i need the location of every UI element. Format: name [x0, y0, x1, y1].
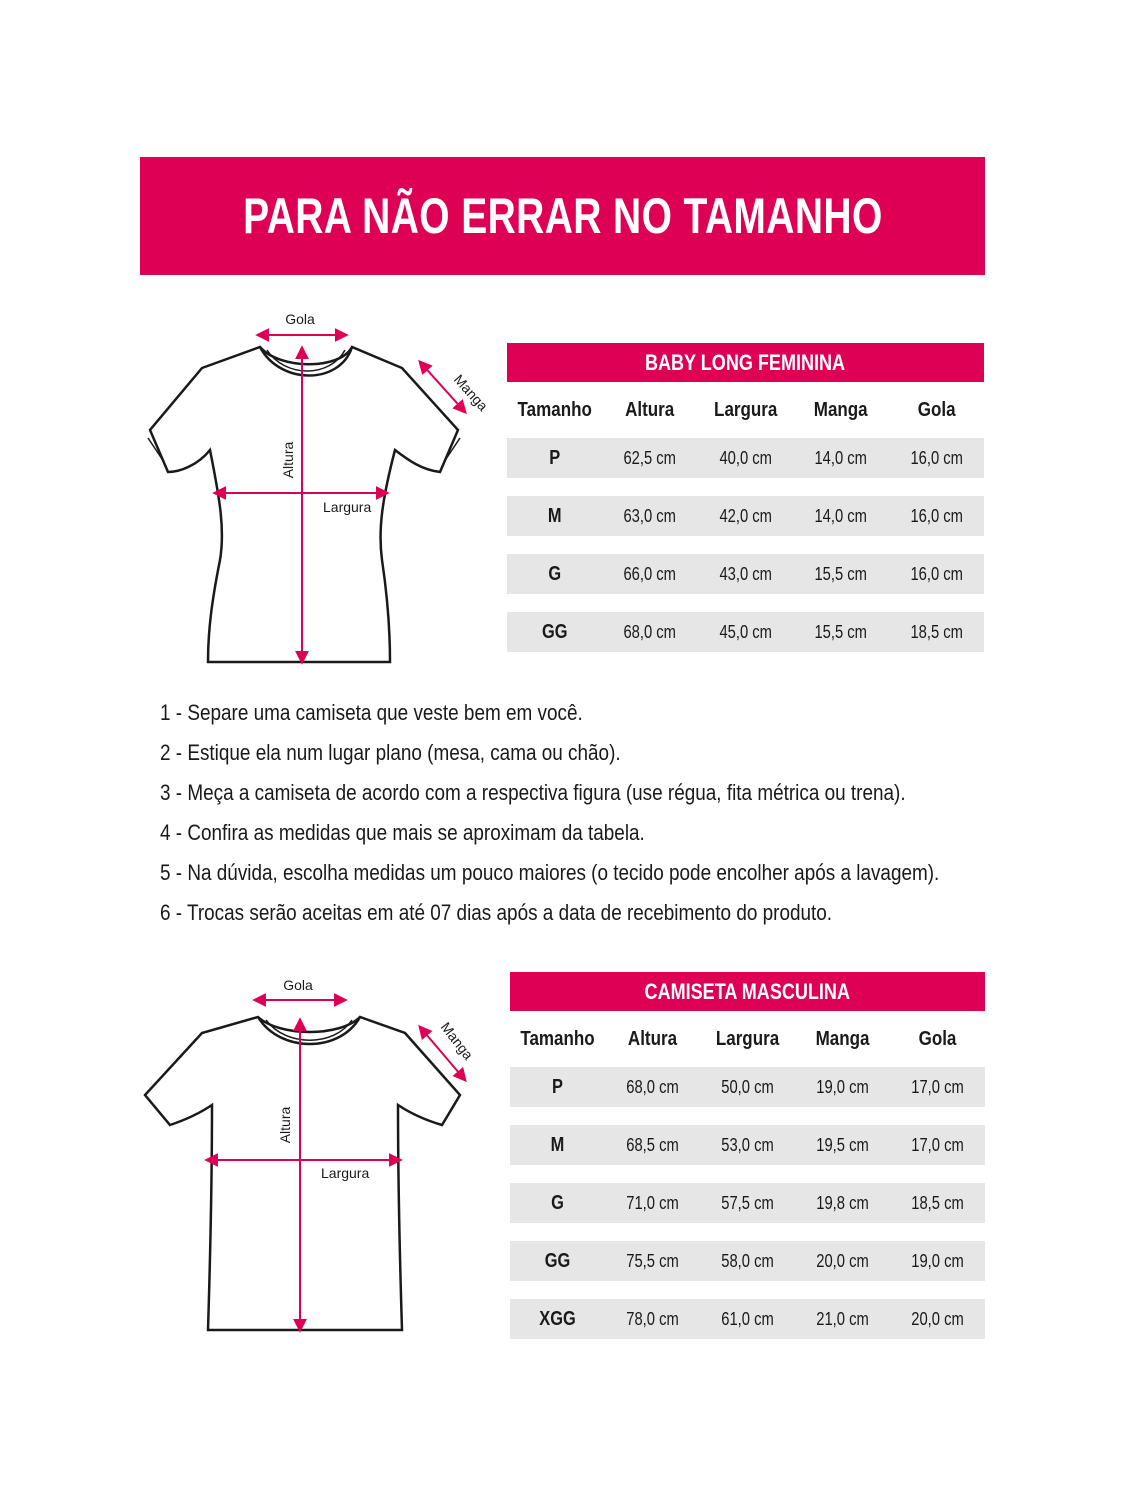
instructions-list: [160, 693, 1060, 933]
table-header-row: [510, 1011, 985, 1067]
table-row: [507, 612, 984, 652]
camiseta-masculina-diagram: [140, 965, 480, 1345]
table-cell: 16,0 cm: [910, 563, 963, 584]
table-cell: 66,0 cm: [623, 563, 677, 584]
table-cell: 20,0 cm: [816, 1250, 869, 1271]
col-largura: Largura: [713, 398, 778, 421]
table-cell: 68,0 cm: [623, 621, 677, 642]
largura-label: Largura: [323, 499, 372, 515]
table-cell: 19,8 cm: [816, 1192, 869, 1213]
table-row: [510, 1125, 985, 1165]
table-cell: 17,0 cm: [911, 1076, 964, 1097]
altura-label: Altura: [280, 441, 296, 479]
shirt-outline: [150, 347, 458, 662]
manga-label: Manga: [450, 371, 492, 414]
table-cell: 14,0 cm: [814, 505, 868, 526]
baby-long-shirt-diagram: [140, 300, 492, 675]
table-cell: 71,0 cm: [626, 1192, 679, 1213]
instruction-item: 3 - Meça a camiseta de acordo com a respectiva figura (use régua, fita métrica ou trena).: [160, 780, 906, 805]
gola-label: Gola: [285, 311, 315, 327]
table-row: [507, 438, 984, 478]
manga-label: Manga: [437, 1018, 477, 1063]
camiseta-masculina-size-table: [510, 972, 985, 1357]
table-cell: 18,5 cm: [910, 621, 963, 642]
size-cell: G: [548, 562, 562, 585]
size-cell: G: [551, 1191, 564, 1214]
instruction-item: 5 - Na dúvida, escolha medidas um pouco maiores (o tecido pode encolher após a lavagem).: [160, 860, 940, 885]
col-gola: Gola: [918, 1027, 957, 1050]
size-cell: GG: [544, 1249, 571, 1272]
gola-label: Gola: [283, 977, 313, 993]
table-cell: 15,5 cm: [814, 563, 868, 584]
col-tamanho: Tamanho: [517, 398, 592, 421]
table-cell: 19,5 cm: [816, 1134, 869, 1155]
altura-label: Altura: [277, 1106, 293, 1144]
table-row: [510, 1067, 985, 1107]
page-banner: [140, 157, 985, 275]
largura-label: Largura: [321, 1165, 370, 1181]
instruction-item: 1 - Separe uma camiseta que veste bem em você.: [160, 700, 583, 725]
size-cell: P: [549, 446, 561, 469]
table-cell: 16,0 cm: [910, 505, 963, 526]
table-cell: 78,0 cm: [626, 1308, 679, 1329]
table-cell: 20,0 cm: [911, 1308, 964, 1329]
table-cell: 68,5 cm: [626, 1134, 679, 1155]
table-cell: 50,0 cm: [721, 1076, 774, 1097]
instruction-item: 4 - Confira as medidas que mais se aproximam da tabela.: [160, 820, 645, 845]
table-cell: 17,0 cm: [911, 1134, 964, 1155]
table-cell: 14,0 cm: [814, 447, 868, 468]
col-gola: Gola: [917, 398, 956, 421]
size-cell: P: [552, 1075, 563, 1098]
table-cell: 43,0 cm: [719, 563, 772, 584]
table-cell: 63,0 cm: [623, 505, 677, 526]
instruction-item: 6 - Trocas serão aceitas em até 07 dias após a data de recebimento do produto.: [160, 900, 833, 925]
baby-long-size-table: [507, 343, 984, 670]
table-row: [510, 1241, 985, 1281]
table-title: BABY LONG FEMININA: [507, 343, 984, 382]
table-cell: 16,0 cm: [910, 447, 963, 468]
table-cell: 40,0 cm: [719, 447, 772, 468]
table-cell: 68,0 cm: [626, 1076, 679, 1097]
instruction-item: 2 - Estique ela num lugar plano (mesa, cama ou chão).: [160, 740, 621, 765]
col-altura: Altura: [625, 398, 675, 421]
table-row: [510, 1183, 985, 1223]
table-cell: 18,5 cm: [911, 1192, 964, 1213]
col-tamanho: Tamanho: [520, 1027, 595, 1050]
size-cell: GG: [541, 620, 568, 643]
page-title: PARA NÃO ERRAR NO TAMANHO: [242, 188, 883, 244]
table-header-row: [507, 382, 984, 438]
size-cell: M: [550, 1133, 565, 1156]
table-cell: 57,5 cm: [721, 1192, 774, 1213]
col-manga: Manga: [815, 1027, 870, 1050]
shirt-outline: [145, 1017, 460, 1330]
table-cell: 75,5 cm: [626, 1250, 679, 1271]
table-row: [507, 496, 984, 536]
table-cell: 15,5 cm: [814, 621, 868, 642]
table-cell: 21,0 cm: [816, 1308, 869, 1329]
table-cell: 45,0 cm: [719, 621, 772, 642]
col-altura: Altura: [627, 1027, 678, 1050]
table-title: CAMISETA MASCULINA: [510, 972, 985, 1011]
table-cell: 62,5 cm: [623, 447, 677, 468]
table-cell: 53,0 cm: [721, 1134, 774, 1155]
table-cell: 19,0 cm: [911, 1250, 964, 1271]
table-cell: 42,0 cm: [719, 505, 772, 526]
table-cell: 58,0 cm: [721, 1250, 774, 1271]
table-cell: 19,0 cm: [816, 1076, 869, 1097]
size-cell: M: [547, 504, 562, 527]
table-row: [510, 1299, 985, 1339]
table-cell: 61,0 cm: [721, 1308, 774, 1329]
size-cell: XGG: [539, 1307, 576, 1330]
col-manga: Manga: [814, 398, 868, 421]
table-row: [507, 554, 984, 594]
col-largura: Largura: [715, 1027, 780, 1050]
